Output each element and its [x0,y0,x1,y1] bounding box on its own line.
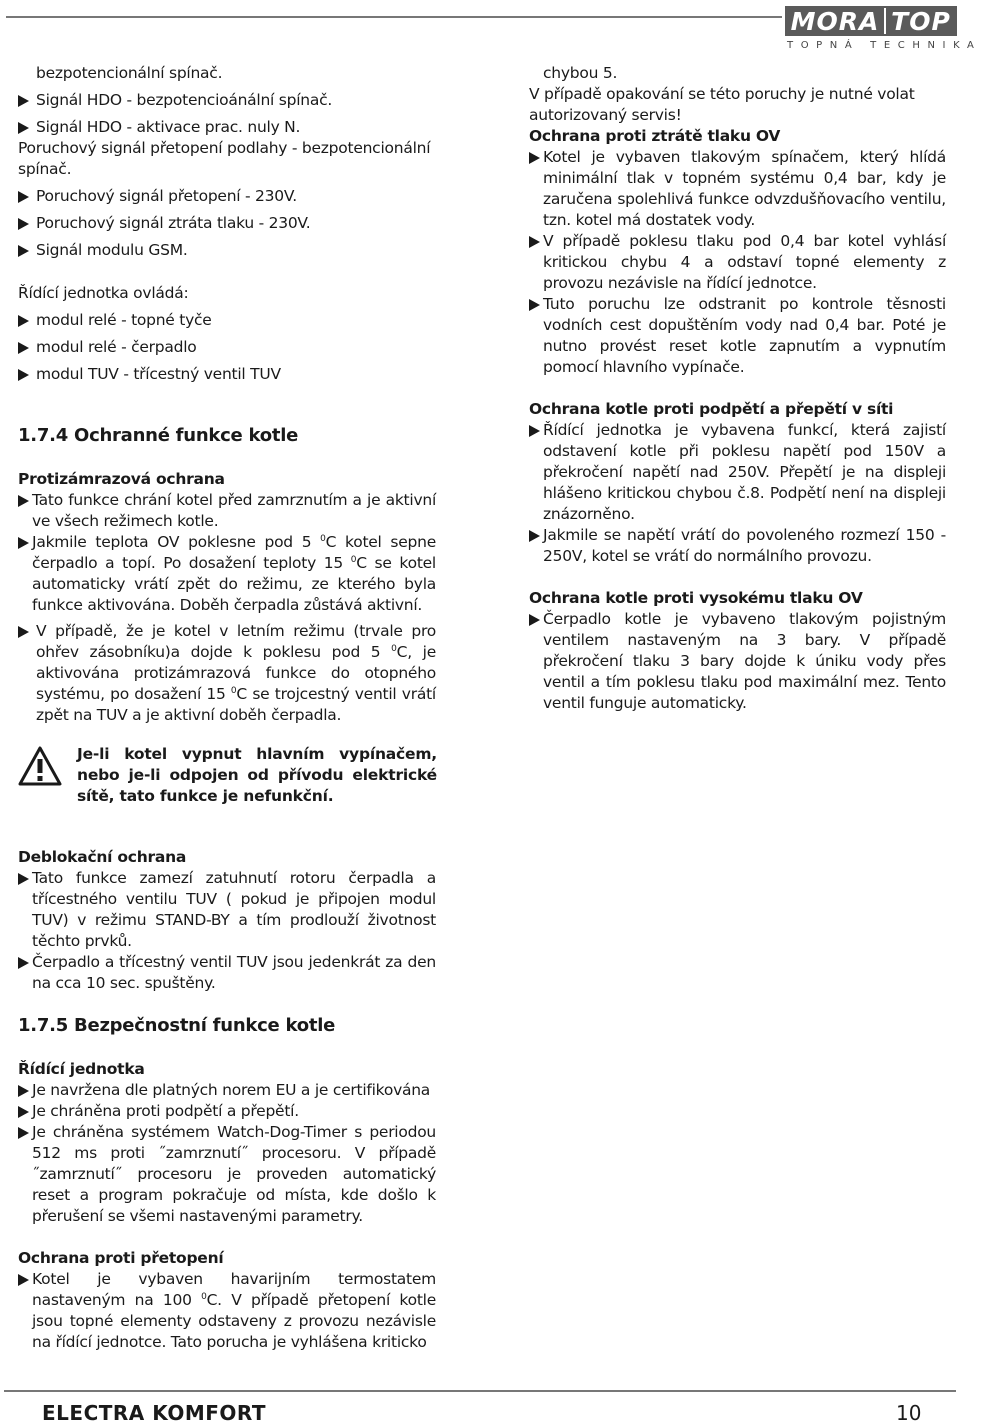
right-cont-line: V případě opakování se této poruchy je nutné volat autorizovaný servis! [529,85,915,124]
ridici-jednotka-heading: Řídící jednotka [18,1060,145,1078]
left-column-lower [18,847,436,1353]
warning-icon [18,746,62,786]
footer-rule [4,1390,956,1392]
proti-item: Jakmile teplota OV poklesne pod 5 $^0$C kotel sepne čerpadlo a topí. Po dosažení teploty 15 $^0$C se kotel automaticky vrátí zpět do režimu, ze kterého byla funkce aktivována. Doběh čerpadla zůstává aktivní. [18,532,436,616]
page-number: 10 [896,1401,922,1425]
logo-divider [884,8,886,34]
protizamrazova-heading: Protizámrazová ochrana [18,470,225,488]
ridici-item: modul TUV - třícestný ventil TUV [18,364,436,385]
tlak-item: V případě poklesu tlaku pod 0,4 bar kotel vyhlásí kritickou chybu 4 a odstaví topné elementy z provozu nezávisle na řídící jednotce. [529,231,946,294]
proti-item: Tato funkce chrání kotel před zamrznutím a je aktivní ve všech režimech kotle. [18,490,436,532]
left-column [18,63,436,726]
rj-item: Je navržena dle platných norem EU a je certifikována [18,1080,436,1101]
podpeti-item: Řídící jednotka je vybavena funkcí, která zajistí odstavení kotle při poklesu napětí pod 150V a překročení napětí nad 250V. Přepětí je na displeji hlášeno kritickou chybou č.8. Podpětí není na displeji znázorněno. [529,420,946,525]
pretopeni-item: Kotel je vybaven havarijním termostatem nastaveným na 100 $^0$C. V případě přetopení kotle jsou topné elementy odstaveny z provozu nezávisle na řídící jednotce. Tato porucha je vyhlášena kriticko [18,1269,436,1353]
logo-word-top: TOP [891,6,951,36]
ridici-item: modul relé - čerpadlo [18,337,436,358]
logo-word-mora: MORA [790,6,880,36]
pretopeni-heading: Ochrana proti přetopení [18,1249,224,1267]
podpeti-heading: Ochrana kotle proti podpětí a přepětí v síti [529,400,894,418]
section-1-7-4-heading: 1.7.4 Ochranné funkce kotle [18,425,299,446]
proti-item: V případě, že je kotel v letním režimu (trvale pro ohřev zásobníku)a dojde k poklesu pod 5 $^0$C, je aktivována protizámrazová funkce do otopného systému, po dosažení 15 $^0$C se trojcestný ventil vrátí zpět na TUV a je aktivní doběh čerpadla. [18,621,436,726]
right-column [529,63,946,714]
ridici-item: modul relé - topné tyče [18,310,436,331]
intro-item: Poruchový signál přetopení podlahy - bezpotencionální spínač. [18,139,431,178]
company-logo [785,6,982,52]
intro-item: Poruchový signál přetopení - 230V. [18,186,436,207]
debl-item: Čerpadlo a třícestný ventil TUV jsou jedenkrát za den na cca 10 sec. spuštěny. [18,952,436,994]
warning-text: Je-li kotel vypnut hlavním vypínačem, nebo je-li odpojen od přívodu elektrické sítě, tato funkce je nefunkční. [77,745,437,805]
intro-item: Signál HDO - bezpotencioánální spínač. [18,90,436,111]
intro-item: Signál modulu GSM. [18,240,436,261]
footer-title: ELECTRA KOMFORT [42,1401,267,1425]
logo-subtitle: TOPNÁ TECHNIKA [787,40,982,51]
podpeti-item: Jakmile se napětí vrátí do povoleného rozmezí 150 - 250V, kotel se vrátí do normálního provozu. [529,525,946,567]
vysoky-tlak-heading: Ochrana kotle proti vysokému tlaku OV [529,589,863,607]
rj-item: Je chráněna systémem Watch-Dog-Timer s periodou 512 ms proti ˝zamrznutí˝ procesoru. V případě ˝zamrznutí˝ procesoru je proveden automatický reset a program pokračuje od místa, kde došlo k přerušení se všemi nastavenými parametry. [18,1122,436,1227]
intro-item: Signál HDO - aktivace prac. nuly N. [18,117,436,138]
section-1-7-5-heading: 1.7.5 Bezpečnostní funkce kotle [18,1015,336,1036]
ridici-heading: Řídící jednotka ovládá: [18,284,189,302]
rj-item: Je chráněna proti podpětí a přepětí. [18,1101,436,1122]
intro-item: Poruchový signál ztráta tlaku - 230V. [18,213,436,234]
intro-line: bezpotencionální spínač. [36,64,223,82]
debl-item: Tato funkce zamezí zatuhnutí rotoru čerpadla a třícestného ventilu TUV ( pokud je připojen modul TUV) v režimu STAND-BY a tím prodlouží životnost těchto prvků. [18,868,436,952]
tlak-heading: Ochrana proti ztrátě tlaku OV [529,127,781,145]
vysoky-tlak-item: Čerpadlo kotle je vybaveno tlakovým pojistným ventilem nastaveným na 3 bary. V případě překročení tlaku 3 bary dojde k úniku vody přes ventil a tím poklesu tlaku pod maximální mez. Tento ventil funguje automaticky. [529,609,946,714]
deblokacni-heading: Deblokační ochrana [18,848,187,866]
tlak-item: Kotel je vybaven tlakovým spínačem, který hlídá minimální tlak v topném systému 0,4 bar, kdy je zaručena spolehlivá funkce odvzdušňovacího ventilu, tzn. kotel má dostatek vody. [529,147,946,231]
tlak-item: Tuto poruchu lze odstranit po kontrole těsnosti vodních cest dopuštěním vody nad 0,4 bar. Poté je nutno provést reset kotle zapnutím a vypnutím pomocí hlavního vypínače. [529,294,946,378]
right-cont-line: chybou 5. [543,64,618,82]
header-rule [6,16,782,18]
